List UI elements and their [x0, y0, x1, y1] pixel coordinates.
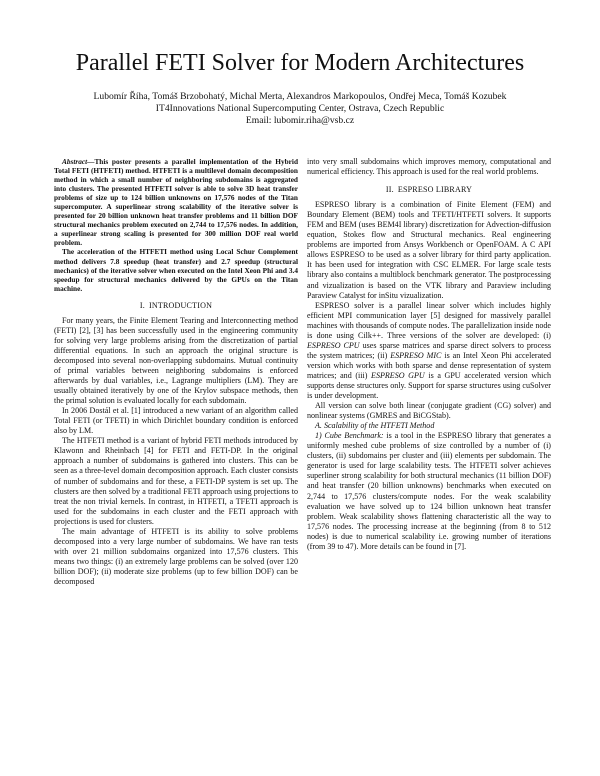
- right-column: [307, 157, 551, 552]
- intro-paragraph-2: In 2006 Dostál et al. [1] introduced a new variant of an algorithm called Total FETI (or TFETI) in which Dirichlet boundary condition is enforced also by LM.: [54, 406, 298, 436]
- espreso-cpu-term: ESPRESO CPU: [307, 340, 360, 350]
- subsection-heading-scalability: [307, 421, 551, 431]
- section-title: INTRODUCTION: [148, 300, 213, 310]
- text-run: is a GPU accelerated version which supports dense structures only. Support for sparse structures using cuSolver is under development.: [307, 370, 551, 401]
- text-run: ESPRESO solver is a parallel linear solver which includes highly efficient MPI communication layer [5] designed for massively parallel machines with thousands of compute nodes. The parallelization inside node is done using Cilk++. Three versions of the solver are developed: (i): [307, 300, 551, 340]
- text-run: is an Intel Xeon Phi accelerated version which works with both sparse and dense representation of system matrices; and (iii): [307, 350, 551, 380]
- text-run: is a tool in the ESPRESO library that generates a uniformly meshed cube problems of size controlled by a number of (i) clusters, (ii) subdomains per cluster and (iii) elements per subdomain. The generator is used for large scalability tests. The HTFETI solver achieves superliner strong scalability for both structural mechanics (11 billion DOF) and heat transfer (20 billion unknowns) benchmarks when executed on 2,744 to 17,576 clusters/compute nodes. For the weak scalability evaluation we have solved up to 124 billion unknown heat transfer problem. Weak scalability shows flattening characteristic all the way to 17,576 nodes. The processing increase at the beginning (from 8 to 512 nodes) is due to numerical scalability i.e. growing number of iterations (from 39 to 47). More details can be found in [7].: [307, 431, 551, 551]
- subsubsection-label: 1) Cube Benchmark:: [315, 431, 384, 441]
- section-heading-espreso: [307, 185, 551, 195]
- espreso-paragraph-2: [307, 301, 551, 401]
- abstract-paragraph: [54, 157, 298, 247]
- subsection-number: A.: [315, 421, 322, 431]
- intro-paragraph-4-continued: into very small subdomains which improves memory, computational and numerical efficiency. This approach is used for the real world problems.: [307, 157, 551, 177]
- abstract-text-1: This poster presents a parallel implementation of the Hybrid Total FETI (HTFETI) method. HTFETI is a multilevel domain decomposition method in which a small number of neighboring subdomains is aggregated into clusters. The presented HTFETI solver is able to solve 3D heat transfer problems of size up to 124 billion unknowns on 17,576 nodes of the Titan supercomputer. A superlinear strong scalability of the iterative solver is presented for 20 billion unknown heat transfer problems and 11 billion DOF structural mechanics problem executed on 2,744 to 17,576 nodes. In addition, a superlinear strong scaling is presented for 300 million DOF real world problem.: [54, 157, 298, 248]
- cube-benchmark-paragraph: [307, 431, 551, 552]
- espreso-gpu-term: ESPRESO GPU: [371, 370, 425, 380]
- author-list: Lubomír Říha, Tomáš Brzobohatý, Michal Merta, Alexandros Markopoulos, Ondřej Meca, Tomáš Kozubek: [93, 91, 507, 102]
- section-title: ESPRESO LIBRARY: [397, 185, 473, 195]
- contact-email: Email: lubomir.riha@vsb.cz: [245, 115, 355, 126]
- section-number: II.: [385, 185, 394, 195]
- paper-title: Parallel FETI Solver for Modern Architectures: [75, 50, 525, 76]
- espreso-paragraph-1: ESPRESO library is a combination of Finite Element (FEM) and Boundary Element (BEM) tools and TFETI/HTFETI solvers. It supports FEM and BEM (uses BEM4I library) discretization for Advection-diffusion equation, Stokes flow and Structural mechanics. Real engineering problems are imported from Ansys Workbench or OpenFOAM. A C API allows ESPRESO to be used as a solver library for third party application. It has been used for integration with CSC ELMER. For large scale tests library also contains a multiblock benchmark generator. The postprocessing and vizualization is based on the VTK library and Paraview including Paraview Catalyst for inSitu vizualization.: [307, 200, 551, 300]
- left-column: [54, 157, 298, 587]
- abstract-label: Abstract: [62, 157, 88, 166]
- intro-paragraph-1: For many years, the Finite Element Tearing and Interconnecting method (FETI) [2], [3] has been successfully used in the engineering community for solving very large problems arising from the discretization of partial differential equations. In such an approach the original structure is decomposed into several non-overlapping subdomains. Mutual continuity of primal variables between neighboring subdomains is enforced afterwards by dual variables, i.e., Lagrange multipliers (LM). They are usually obtained iteratively by one of the Krylov subspace methods, then the primal solution is evaluated locally for each subdomain.: [54, 315, 298, 406]
- espreso-mic-term: ESPRESO MIC: [390, 350, 442, 360]
- intro-paragraph-3: The HTFETI method is a variant of hybrid FETI methods introduced by Klawonn and Rheinbach [4] for FETI and FETI-DP. In the original approach a number of subdomains is gathered into clusters. This can be seen as a three-level domain decomposition approach. Each cluster consists of number of subdomains and for these, a FETI-DP system is set up. The clusters are then solved by a traditional FETI approach using projections to treat the non trivial kernels. In contrast, in HTFETI, a TFETI approach is used for the subdomains in each cluster and the FETI approach with projections is used for clusters.: [54, 436, 298, 526]
- text-run: uses sparse matrices and sparse direct solvers to process the system matrices; (ii): [307, 340, 551, 360]
- espreso-paragraph-3: All version can solve both linear (conjugate gradient (CG) solver) and nonlinear systems (GMRES and BiCGStab).: [307, 401, 551, 421]
- affiliation: IT4Innovations National Supercomputing Center, Ostrava, Czech Republic: [155, 103, 445, 114]
- subsection-title: Scalability of the HTFETI Method: [323, 421, 435, 431]
- abstract-paragraph-2: The acceleration of the HTFETI method using Local Schur Complement method delivers 7.8 speedup (heat transfer) and 2.7 speedup (structural mechanics) of the iterative solver when executed on the Intel Xeon Phi and 3.4 speedup for structural mechanics delivered by the GPUs on the Titan machine.: [54, 247, 298, 293]
- section-number: I.: [139, 300, 145, 310]
- intro-paragraph-4: The main advantage of HTFETI is its ability to solve problems decomposed into a very large number of subdomains. We have ran tests with over 21 million subdomains organized into 17,576 clusters. This means two things: (i) an extremely large problems can be solved (over 120 billion DOF); (ii) moderate size problems (up to few billion DOF) can be decomposed: [54, 526, 298, 586]
- section-heading-introduction: [54, 301, 298, 311]
- abstract: [54, 157, 298, 293]
- abstract-dash: —: [87, 157, 95, 166]
